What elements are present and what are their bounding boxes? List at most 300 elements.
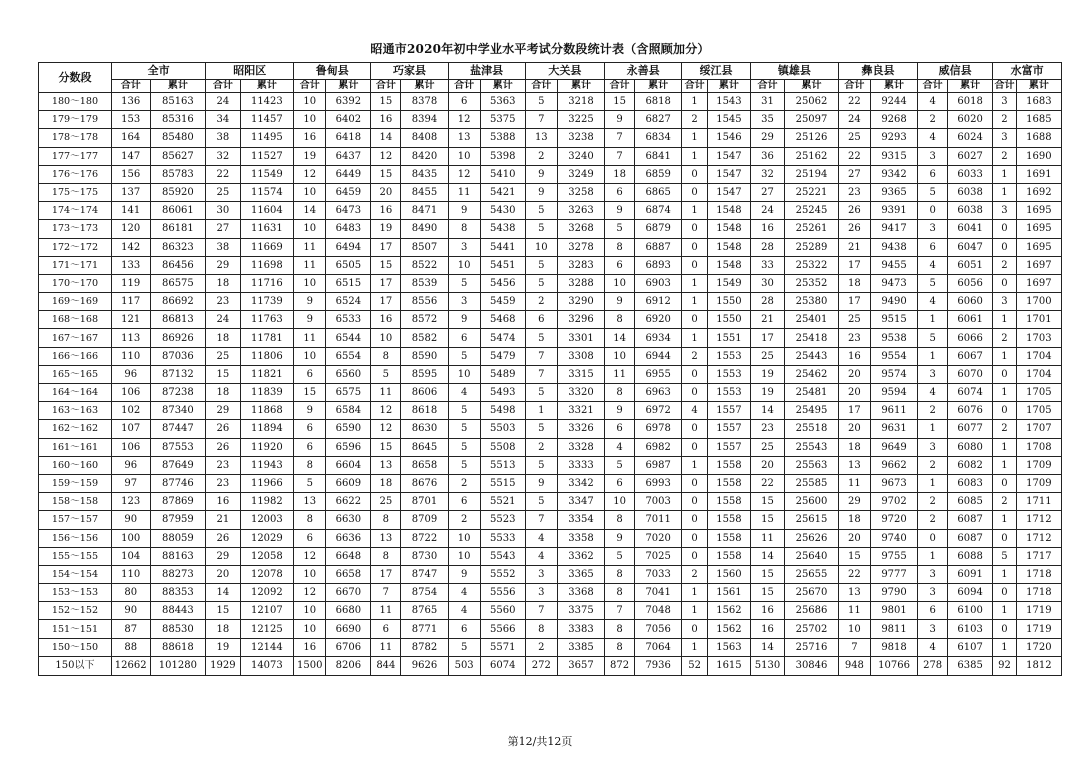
count-cell: 4 bbox=[918, 129, 948, 147]
table-body bbox=[39, 93, 1062, 657]
count-cell: 21 bbox=[206, 511, 240, 529]
cumulative-cell: 6449 bbox=[326, 165, 371, 183]
cumulative-cell: 8676 bbox=[401, 474, 448, 492]
cumulative-cell: 1812 bbox=[1016, 656, 1061, 675]
cumulative-cell: 25655 bbox=[785, 565, 839, 583]
count-cell: 5 bbox=[448, 402, 480, 420]
count-cell: 8 bbox=[605, 511, 635, 529]
count-cell: 8 bbox=[605, 565, 635, 583]
cumulative-cell: 85627 bbox=[150, 147, 206, 165]
cumulative-cell: 6963 bbox=[635, 384, 682, 402]
score-range-cell: 179～179 bbox=[39, 111, 112, 129]
cumulative-cell: 6038 bbox=[948, 183, 993, 201]
count-cell: 1 bbox=[918, 420, 948, 438]
cumulative-cell: 5566 bbox=[480, 620, 525, 638]
cumulative-cell: 6088 bbox=[948, 547, 993, 565]
cumulative-cell: 3347 bbox=[557, 493, 604, 511]
count-cell: 22 bbox=[838, 147, 870, 165]
cumulative-cell: 7025 bbox=[635, 547, 682, 565]
count-cell: 0 bbox=[682, 474, 708, 492]
cumulative-cell: 1553 bbox=[707, 347, 750, 365]
count-cell: 11 bbox=[838, 474, 870, 492]
subheader-cumulative: 累计 bbox=[1016, 80, 1061, 93]
count-cell: 14 bbox=[294, 202, 326, 220]
count-cell: 2 bbox=[918, 402, 948, 420]
count-cell: 19 bbox=[294, 147, 326, 165]
cumulative-cell: 12078 bbox=[240, 565, 294, 583]
cumulative-cell: 9365 bbox=[870, 183, 917, 201]
cumulative-cell: 8490 bbox=[401, 220, 448, 238]
cumulative-cell: 5441 bbox=[480, 238, 525, 256]
cumulative-cell: 1695 bbox=[1016, 238, 1061, 256]
count-cell: 17 bbox=[371, 293, 401, 311]
cumulative-cell: 11574 bbox=[240, 183, 294, 201]
cumulative-cell: 12003 bbox=[240, 511, 294, 529]
cumulative-cell: 25062 bbox=[785, 93, 839, 111]
count-cell: 9 bbox=[294, 402, 326, 420]
count-cell: 2 bbox=[918, 511, 948, 529]
cumulative-cell: 5523 bbox=[480, 511, 525, 529]
cumulative-cell: 25600 bbox=[785, 493, 839, 511]
count-cell: 2 bbox=[682, 565, 708, 583]
count-cell: 2 bbox=[993, 147, 1017, 165]
cumulative-cell: 8709 bbox=[401, 511, 448, 529]
count-cell: 15 bbox=[371, 165, 401, 183]
count-cell: 0 bbox=[682, 183, 708, 201]
cumulative-cell: 5521 bbox=[480, 493, 525, 511]
cumulative-cell: 5479 bbox=[480, 347, 525, 365]
count-cell: 11 bbox=[750, 529, 784, 547]
cumulative-cell: 1551 bbox=[707, 329, 750, 347]
count-cell: 32 bbox=[750, 165, 784, 183]
score-range-cell: 151～151 bbox=[39, 620, 112, 638]
cumulative-cell: 1703 bbox=[1016, 329, 1061, 347]
score-range-cell: 170～170 bbox=[39, 274, 112, 292]
count-cell: 8 bbox=[525, 620, 557, 638]
cumulative-cell: 6103 bbox=[948, 620, 993, 638]
cumulative-cell: 11806 bbox=[240, 347, 294, 365]
count-cell: 10 bbox=[448, 547, 480, 565]
count-cell: 13 bbox=[525, 129, 557, 147]
cumulative-cell: 3301 bbox=[557, 329, 604, 347]
cumulative-cell: 1685 bbox=[1016, 111, 1061, 129]
cumulative-cell: 25585 bbox=[785, 474, 839, 492]
cumulative-cell: 8590 bbox=[401, 347, 448, 365]
cumulative-cell: 86061 bbox=[150, 202, 206, 220]
count-cell: 1 bbox=[993, 456, 1017, 474]
cumulative-cell: 1700 bbox=[1016, 293, 1061, 311]
count-cell: 15 bbox=[838, 547, 870, 565]
cumulative-cell: 8206 bbox=[326, 656, 371, 675]
count-cell: 120 bbox=[111, 220, 150, 238]
count-cell: 25 bbox=[371, 493, 401, 511]
cumulative-cell: 11495 bbox=[240, 129, 294, 147]
count-cell: 15 bbox=[605, 93, 635, 111]
cumulative-cell: 3333 bbox=[557, 456, 604, 474]
subheader-cumulative: 累计 bbox=[707, 80, 750, 93]
count-cell: 3 bbox=[525, 565, 557, 583]
count-cell: 27 bbox=[206, 220, 240, 238]
cumulative-cell: 9673 bbox=[870, 474, 917, 492]
cumulative-cell: 87553 bbox=[150, 438, 206, 456]
cumulative-cell: 1697 bbox=[1016, 274, 1061, 292]
cumulative-cell: 3385 bbox=[557, 638, 604, 656]
cumulative-cell: 6082 bbox=[948, 456, 993, 474]
count-cell: 1500 bbox=[294, 656, 326, 675]
cumulative-cell: 9244 bbox=[870, 93, 917, 111]
cumulative-cell: 6533 bbox=[326, 311, 371, 329]
cumulative-cell: 3290 bbox=[557, 293, 604, 311]
count-cell: 0 bbox=[918, 202, 948, 220]
count-cell: 6 bbox=[605, 474, 635, 492]
count-cell: 20 bbox=[371, 183, 401, 201]
cumulative-cell: 9631 bbox=[870, 420, 917, 438]
cumulative-cell: 12058 bbox=[240, 547, 294, 565]
cumulative-cell: 8455 bbox=[401, 183, 448, 201]
cumulative-cell: 87340 bbox=[150, 402, 206, 420]
cumulative-cell: 8754 bbox=[401, 584, 448, 602]
cumulative-cell: 6584 bbox=[326, 402, 371, 420]
cumulative-cell: 3296 bbox=[557, 311, 604, 329]
count-cell: 15 bbox=[206, 365, 240, 383]
cumulative-cell: 1553 bbox=[707, 384, 750, 402]
count-cell: 5 bbox=[448, 274, 480, 292]
cumulative-cell: 1562 bbox=[707, 602, 750, 620]
count-cell: 6 bbox=[448, 620, 480, 638]
cumulative-cell: 6067 bbox=[948, 347, 993, 365]
cumulative-cell: 9818 bbox=[870, 638, 917, 656]
count-cell: 4 bbox=[448, 584, 480, 602]
count-cell: 5 bbox=[918, 183, 948, 201]
cumulative-cell: 6018 bbox=[948, 93, 993, 111]
count-cell: 0 bbox=[682, 220, 708, 238]
count-cell: 20 bbox=[838, 529, 870, 547]
cumulative-cell: 6051 bbox=[948, 256, 993, 274]
cumulative-cell: 6070 bbox=[948, 365, 993, 383]
cumulative-cell: 87869 bbox=[150, 493, 206, 511]
count-cell: 7 bbox=[525, 511, 557, 529]
count-cell: 5 bbox=[448, 347, 480, 365]
count-cell: 1 bbox=[993, 638, 1017, 656]
count-cell: 22 bbox=[838, 565, 870, 583]
count-cell: 12 bbox=[371, 420, 401, 438]
cumulative-cell: 6636 bbox=[326, 529, 371, 547]
cumulative-cell: 5498 bbox=[480, 402, 525, 420]
cumulative-cell: 3249 bbox=[557, 165, 604, 183]
cumulative-cell: 1550 bbox=[707, 293, 750, 311]
count-cell: 24 bbox=[750, 202, 784, 220]
count-cell: 23 bbox=[206, 474, 240, 492]
score-range-cell: 169～169 bbox=[39, 293, 112, 311]
cumulative-cell: 25194 bbox=[785, 165, 839, 183]
cumulative-cell: 6107 bbox=[948, 638, 993, 656]
cumulative-cell: 1546 bbox=[707, 129, 750, 147]
cumulative-cell: 1562 bbox=[707, 620, 750, 638]
count-cell: 16 bbox=[371, 202, 401, 220]
table-row bbox=[39, 147, 1062, 165]
score-range-cell: 166～166 bbox=[39, 347, 112, 365]
cumulative-cell: 9455 bbox=[870, 256, 917, 274]
cumulative-cell: 6841 bbox=[635, 147, 682, 165]
count-cell: 18 bbox=[605, 165, 635, 183]
count-cell: 16 bbox=[750, 620, 784, 638]
count-cell: 8 bbox=[605, 620, 635, 638]
cumulative-cell: 8420 bbox=[401, 147, 448, 165]
cumulative-cell: 3358 bbox=[557, 529, 604, 547]
cumulative-cell: 9611 bbox=[870, 402, 917, 420]
count-cell: 92 bbox=[993, 656, 1017, 675]
cumulative-cell: 8630 bbox=[401, 420, 448, 438]
count-cell: 272 bbox=[525, 656, 557, 675]
score-range-cell: 160～160 bbox=[39, 456, 112, 474]
cumulative-cell: 6893 bbox=[635, 256, 682, 274]
count-cell: 11 bbox=[605, 365, 635, 383]
count-cell: 13 bbox=[294, 493, 326, 511]
count-cell: 7 bbox=[838, 638, 870, 656]
cumulative-cell: 25640 bbox=[785, 547, 839, 565]
count-cell: 3 bbox=[448, 238, 480, 256]
count-cell: 123 bbox=[111, 493, 150, 511]
cumulative-cell: 6060 bbox=[948, 293, 993, 311]
cumulative-cell: 11631 bbox=[240, 220, 294, 238]
cumulative-cell: 7003 bbox=[635, 493, 682, 511]
cumulative-cell: 88618 bbox=[150, 638, 206, 656]
table-row bbox=[39, 365, 1062, 383]
count-cell: 6 bbox=[448, 493, 480, 511]
count-cell: 3 bbox=[993, 129, 1017, 147]
count-cell: 25 bbox=[838, 311, 870, 329]
count-cell: 0 bbox=[993, 529, 1017, 547]
cumulative-cell: 1720 bbox=[1016, 638, 1061, 656]
cumulative-cell: 3283 bbox=[557, 256, 604, 274]
cumulative-cell: 6074 bbox=[480, 656, 525, 675]
cumulative-cell: 25563 bbox=[785, 456, 839, 474]
cumulative-cell: 86813 bbox=[150, 311, 206, 329]
cumulative-cell: 3308 bbox=[557, 347, 604, 365]
cumulative-cell: 1558 bbox=[707, 529, 750, 547]
count-cell: 32 bbox=[206, 147, 240, 165]
count-cell: 4 bbox=[448, 602, 480, 620]
count-cell: 15 bbox=[371, 256, 401, 274]
count-cell: 1 bbox=[682, 274, 708, 292]
cumulative-cell: 7936 bbox=[635, 656, 682, 675]
count-cell: 29 bbox=[206, 547, 240, 565]
cumulative-cell: 7064 bbox=[635, 638, 682, 656]
count-cell: 3 bbox=[918, 365, 948, 383]
cumulative-cell: 8582 bbox=[401, 329, 448, 347]
cumulative-cell: 1548 bbox=[707, 202, 750, 220]
cumulative-cell: 6972 bbox=[635, 402, 682, 420]
count-cell: 6 bbox=[294, 420, 326, 438]
count-cell: 11 bbox=[371, 384, 401, 402]
cumulative-cell: 8378 bbox=[401, 93, 448, 111]
count-cell: 17 bbox=[750, 329, 784, 347]
count-cell: 10 bbox=[525, 238, 557, 256]
cumulative-cell: 6658 bbox=[326, 565, 371, 583]
cumulative-cell: 3240 bbox=[557, 147, 604, 165]
cumulative-cell: 85480 bbox=[150, 129, 206, 147]
count-cell: 2 bbox=[448, 511, 480, 529]
cumulative-cell: 6061 bbox=[948, 311, 993, 329]
count-cell: 2 bbox=[918, 456, 948, 474]
count-cell: 8 bbox=[371, 547, 401, 565]
table-row bbox=[39, 202, 1062, 220]
cumulative-cell: 6544 bbox=[326, 329, 371, 347]
count-cell: 1 bbox=[993, 311, 1017, 329]
cumulative-cell: 11966 bbox=[240, 474, 294, 492]
subheader-cumulative: 累计 bbox=[240, 80, 294, 93]
count-cell: 1 bbox=[993, 438, 1017, 456]
cumulative-cell: 5515 bbox=[480, 474, 525, 492]
table-row bbox=[39, 438, 1062, 456]
count-cell: 136 bbox=[111, 93, 150, 111]
cumulative-cell: 7041 bbox=[635, 584, 682, 602]
region-header: 盐津县 bbox=[448, 63, 525, 80]
count-cell: 13 bbox=[838, 456, 870, 474]
cumulative-cell: 101280 bbox=[150, 656, 206, 675]
count-cell: 10 bbox=[448, 256, 480, 274]
count-cell: 19 bbox=[206, 638, 240, 656]
count-cell: 0 bbox=[682, 511, 708, 529]
count-cell: 29 bbox=[838, 493, 870, 511]
cumulative-cell: 6085 bbox=[948, 493, 993, 511]
cumulative-cell: 11894 bbox=[240, 420, 294, 438]
table-row bbox=[39, 493, 1062, 511]
cumulative-cell: 25261 bbox=[785, 220, 839, 238]
table-row bbox=[39, 620, 1062, 638]
count-cell: 3 bbox=[448, 293, 480, 311]
count-cell: 90 bbox=[111, 511, 150, 529]
count-cell: 8 bbox=[605, 584, 635, 602]
count-cell: 7 bbox=[525, 602, 557, 620]
cumulative-cell: 11698 bbox=[240, 256, 294, 274]
count-cell: 25 bbox=[750, 438, 784, 456]
count-cell: 5 bbox=[448, 420, 480, 438]
count-cell: 4 bbox=[682, 402, 708, 420]
table-row bbox=[39, 220, 1062, 238]
cumulative-cell: 6524 bbox=[326, 293, 371, 311]
table-row bbox=[39, 456, 1062, 474]
cumulative-cell: 6912 bbox=[635, 293, 682, 311]
count-cell: 3 bbox=[993, 293, 1017, 311]
count-cell: 10 bbox=[294, 620, 326, 638]
cumulative-cell: 1718 bbox=[1016, 584, 1061, 602]
score-range-cell: 162～162 bbox=[39, 420, 112, 438]
cumulative-cell: 6987 bbox=[635, 456, 682, 474]
score-range-cell: 159～159 bbox=[39, 474, 112, 492]
cumulative-cell: 5430 bbox=[480, 202, 525, 220]
cumulative-cell: 9801 bbox=[870, 602, 917, 620]
cumulative-cell: 25322 bbox=[785, 256, 839, 274]
count-cell: 6 bbox=[294, 529, 326, 547]
table-row bbox=[39, 293, 1062, 311]
count-cell: 7 bbox=[605, 602, 635, 620]
count-cell: 10 bbox=[294, 220, 326, 238]
count-cell: 18 bbox=[838, 511, 870, 529]
cumulative-cell: 6887 bbox=[635, 238, 682, 256]
cumulative-cell: 11739 bbox=[240, 293, 294, 311]
cumulative-cell: 3258 bbox=[557, 183, 604, 201]
cumulative-cell: 1712 bbox=[1016, 529, 1061, 547]
count-cell: 0 bbox=[993, 274, 1017, 292]
cumulative-cell: 8618 bbox=[401, 402, 448, 420]
count-cell: 1 bbox=[682, 638, 708, 656]
count-cell: 16 bbox=[371, 111, 401, 129]
cumulative-cell: 11457 bbox=[240, 111, 294, 129]
cumulative-cell: 9574 bbox=[870, 365, 917, 383]
count-cell: 1 bbox=[682, 147, 708, 165]
count-cell: 11 bbox=[371, 602, 401, 620]
cumulative-cell: 1704 bbox=[1016, 347, 1061, 365]
cumulative-cell: 9473 bbox=[870, 274, 917, 292]
count-cell: 1 bbox=[993, 165, 1017, 183]
count-cell: 5130 bbox=[750, 656, 784, 675]
table-row bbox=[39, 474, 1062, 492]
count-cell: 11 bbox=[448, 183, 480, 201]
count-cell: 5 bbox=[918, 274, 948, 292]
score-range-cell: 175～175 bbox=[39, 183, 112, 201]
count-cell: 16 bbox=[206, 493, 240, 511]
cumulative-cell: 6879 bbox=[635, 220, 682, 238]
count-cell: 28 bbox=[750, 238, 784, 256]
cumulative-cell: 1547 bbox=[707, 183, 750, 201]
cumulative-cell: 7048 bbox=[635, 602, 682, 620]
cumulative-cell: 1718 bbox=[1016, 565, 1061, 583]
score-range-cell: 156～156 bbox=[39, 529, 112, 547]
count-cell: 16 bbox=[750, 220, 784, 238]
count-cell: 24 bbox=[206, 93, 240, 111]
table-row bbox=[39, 511, 1062, 529]
count-cell: 1 bbox=[682, 93, 708, 111]
cumulative-cell: 3263 bbox=[557, 202, 604, 220]
cumulative-cell: 5438 bbox=[480, 220, 525, 238]
count-cell: 3 bbox=[918, 220, 948, 238]
count-cell: 1 bbox=[918, 474, 948, 492]
cumulative-cell: 5375 bbox=[480, 111, 525, 129]
count-cell: 107 bbox=[111, 420, 150, 438]
cumulative-cell: 7056 bbox=[635, 620, 682, 638]
subheader-cumulative: 累计 bbox=[870, 80, 917, 93]
subheader-cumulative: 累计 bbox=[401, 80, 448, 93]
count-cell: 0 bbox=[682, 238, 708, 256]
region-header: 大关县 bbox=[525, 63, 604, 80]
table-row bbox=[39, 129, 1062, 147]
count-cell: 29 bbox=[206, 402, 240, 420]
cumulative-cell: 25418 bbox=[785, 329, 839, 347]
count-cell: 5 bbox=[294, 474, 326, 492]
cumulative-cell: 1553 bbox=[707, 365, 750, 383]
count-cell: 7 bbox=[605, 129, 635, 147]
cumulative-cell: 11604 bbox=[240, 202, 294, 220]
cumulative-cell: 6437 bbox=[326, 147, 371, 165]
cumulative-cell: 9702 bbox=[870, 493, 917, 511]
count-cell: 2 bbox=[525, 638, 557, 656]
cumulative-cell: 9811 bbox=[870, 620, 917, 638]
cumulative-cell: 3342 bbox=[557, 474, 604, 492]
cumulative-cell: 5552 bbox=[480, 565, 525, 583]
count-cell: 1 bbox=[682, 584, 708, 602]
count-cell: 18 bbox=[206, 384, 240, 402]
cumulative-cell: 6091 bbox=[948, 565, 993, 583]
cumulative-cell: 6385 bbox=[948, 656, 993, 675]
count-cell: 2 bbox=[448, 474, 480, 492]
count-cell: 0 bbox=[682, 365, 708, 383]
count-cell: 5 bbox=[525, 202, 557, 220]
count-cell: 15 bbox=[750, 511, 784, 529]
count-cell: 7 bbox=[371, 584, 401, 602]
count-cell: 26 bbox=[206, 420, 240, 438]
cumulative-cell: 1548 bbox=[707, 238, 750, 256]
